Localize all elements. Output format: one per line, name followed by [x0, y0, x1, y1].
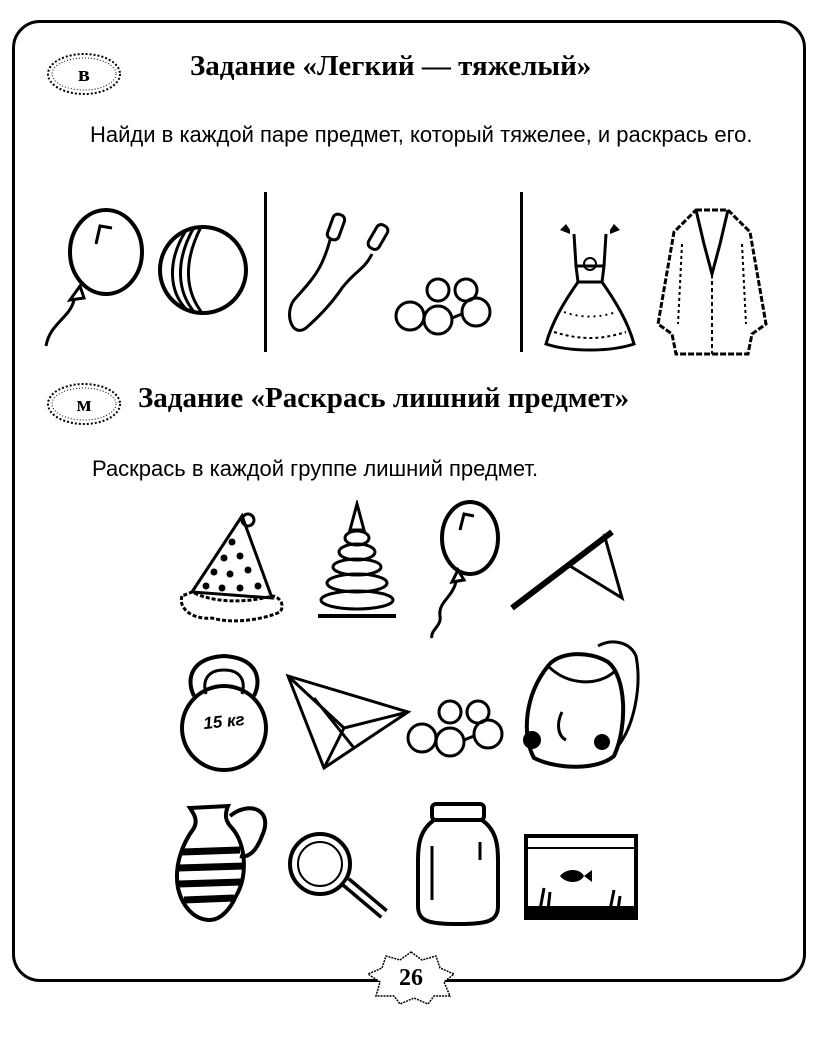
- task-title-light-heavy: Задание «Легкий — тяжелый»: [190, 50, 592, 82]
- page-frame: [12, 20, 806, 982]
- pair-divider: [264, 192, 267, 352]
- badge-letter: в: [78, 61, 90, 86]
- flag-icon[interactable]: [506, 522, 626, 616]
- aquarium-icon[interactable]: [520, 830, 642, 924]
- ball-icon[interactable]: [155, 222, 251, 318]
- balloon-icon[interactable]: [420, 498, 510, 640]
- backpack-icon[interactable]: [518, 636, 646, 774]
- kettlebell-label: 15 кг: [202, 709, 246, 734]
- page-number: 26: [399, 964, 423, 991]
- jug-icon[interactable]: [170, 796, 274, 926]
- jar-icon[interactable]: [410, 800, 506, 928]
- page-number-badge: [366, 950, 456, 1006]
- party-hat-icon[interactable]: [172, 508, 288, 628]
- dumbbell-icon[interactable]: [404, 698, 512, 762]
- paper-plane-icon[interactable]: [284, 668, 412, 772]
- task-instruction-2: Раскрась в каждой группе лишний предмет.: [92, 456, 539, 481]
- badge-letter: м: [76, 391, 92, 416]
- fur-coat-icon[interactable]: [652, 204, 772, 358]
- magnifier-icon[interactable]: [284, 830, 400, 928]
- pair-divider: [520, 192, 523, 352]
- task-badge-v: [44, 50, 124, 98]
- task-title-odd-one-out: Задание «Раскрась лишний предмет»: [138, 382, 630, 414]
- dumbbell-icon[interactable]: [392, 276, 500, 340]
- dress-icon[interactable]: [540, 222, 640, 356]
- task-badge-m: [44, 380, 124, 428]
- kettlebell-icon[interactable]: [172, 650, 276, 774]
- jump-rope-icon[interactable]: [282, 210, 404, 340]
- task-instruction-1: Найди в каждой паре предмет, который тяжелее, и раскрась его.: [90, 122, 753, 147]
- balloon-icon[interactable]: [40, 208, 150, 350]
- pyramid-toy-icon[interactable]: [312, 500, 402, 626]
